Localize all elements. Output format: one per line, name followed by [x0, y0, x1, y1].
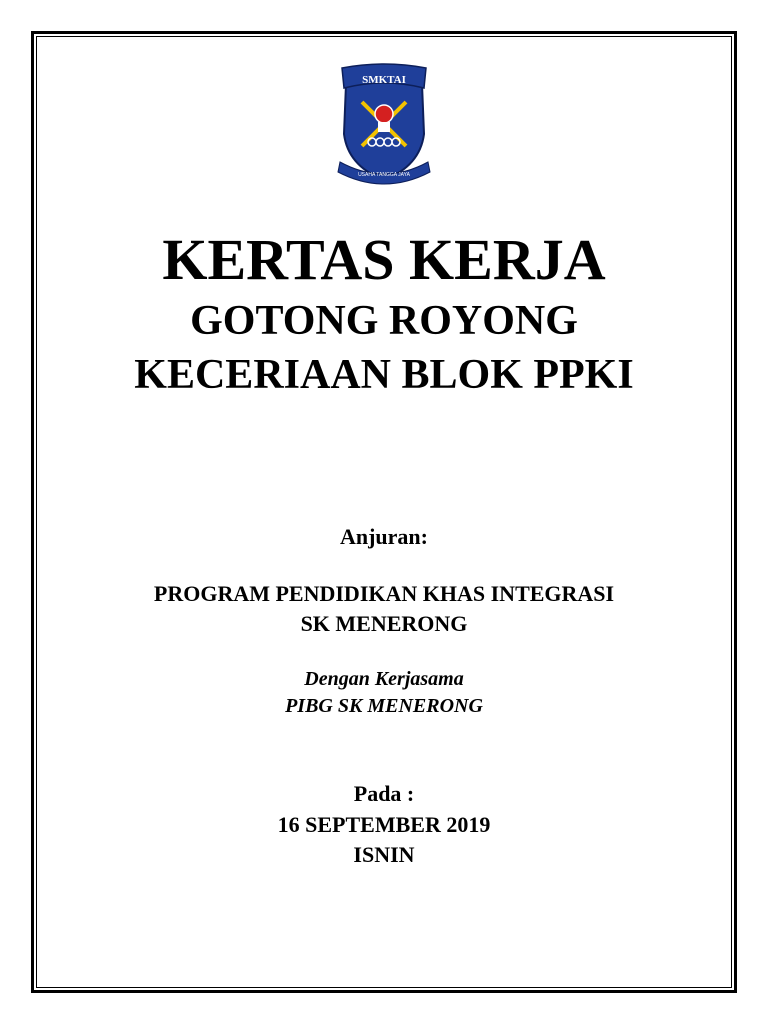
event-label: Pada :	[353, 781, 415, 806]
event-day: ISNIN	[353, 842, 415, 867]
logo-name-text: SMKTAI	[362, 74, 406, 86]
collaboration-name: PIBG SK MENERONG	[285, 695, 483, 717]
organizer-line1: PROGRAM PENDIDIKAN KHAS INTEGRASI	[153, 581, 615, 606]
collaboration-label: Dengan Kerjasama	[304, 668, 464, 690]
cover-page	[40, 40, 728, 984]
organizer-line2: SK MENERONG	[300, 611, 468, 636]
school-crest-logo	[332, 62, 436, 188]
document-subtitle-line1: GOTONG ROYONG	[190, 298, 578, 344]
event-date: 16 SEPTEMBER 2019	[277, 812, 491, 837]
logo-motto-text: USAHA TANGGA JAYA	[358, 172, 410, 178]
document-subtitle-line2: KECERIAAN BLOK PPKI	[134, 352, 634, 398]
organizer-label: Anjuran:	[339, 524, 428, 549]
document-title: KERTAS KERJA	[162, 227, 606, 292]
